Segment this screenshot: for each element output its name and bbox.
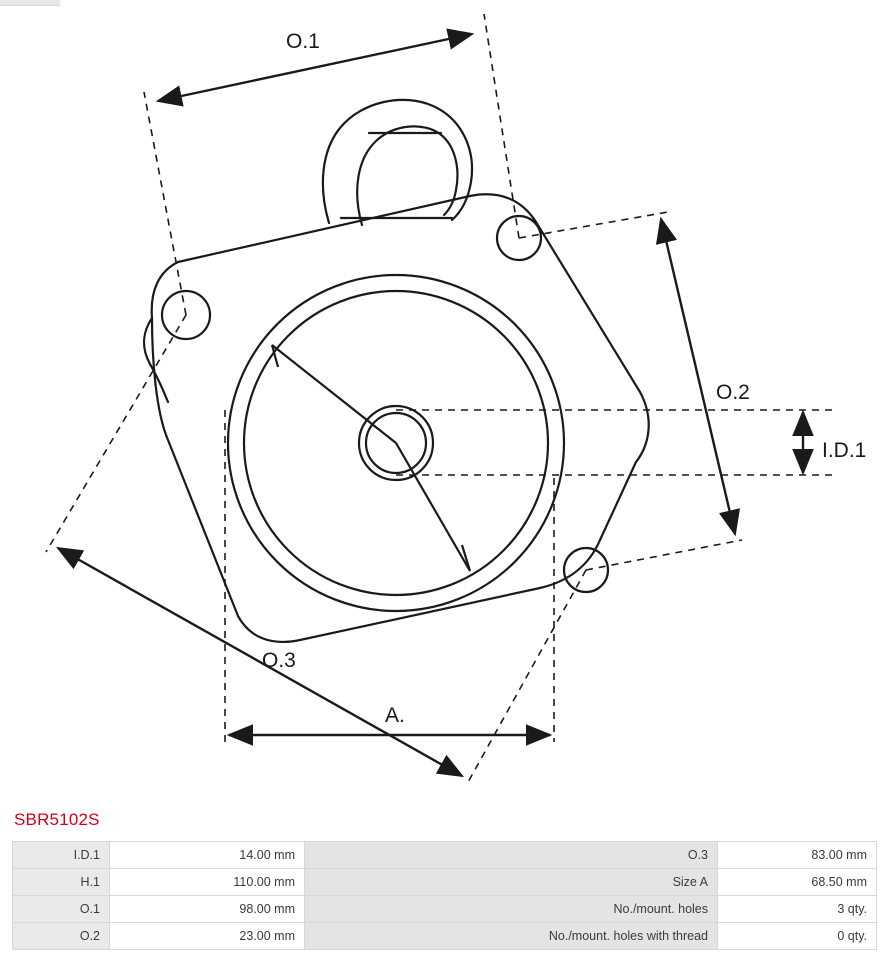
dimension-arrows — [58, 34, 803, 776]
spec-label-left: H.1 — [13, 869, 110, 896]
housing-outline — [144, 100, 649, 642]
spec-label-left: O.1 — [13, 896, 110, 923]
specification-table — [12, 841, 877, 950]
spec-label-left: O.2 — [13, 923, 110, 950]
table-row — [13, 869, 877, 896]
spec-label-left: I.D.1 — [13, 842, 110, 869]
spec-value-right: 3 qty. — [718, 896, 877, 923]
spec-value-left: 98.00 mm — [110, 896, 305, 923]
table-row — [13, 896, 877, 923]
spec-value-right: 0 qty. — [718, 923, 877, 950]
spec-label-right: No./mount. holes with thread — [305, 923, 718, 950]
dimension-label-o3: O.3 — [262, 649, 296, 672]
dimension-label-a: A. — [385, 704, 405, 727]
spec-value-right: 68.50 mm — [718, 869, 877, 896]
mounting-holes — [162, 216, 608, 592]
dimension-arrow-o2 — [661, 219, 735, 534]
dimension-arrow-o3 — [58, 548, 462, 776]
spec-value-left: 14.00 mm — [110, 842, 305, 869]
spec-value-left: 23.00 mm — [110, 923, 305, 950]
spec-label-right: Size A — [305, 869, 718, 896]
spec-value-left: 110.00 mm — [110, 869, 305, 896]
dimension-label-o2: O.2 — [716, 381, 750, 404]
dimension-label-o1: O.1 — [286, 30, 320, 53]
spec-label-right: O.3 — [305, 842, 718, 869]
spec-value-right: 83.00 mm — [718, 842, 877, 869]
part-code: SBR5102S — [14, 810, 100, 829]
table-row — [13, 923, 877, 950]
spec-label-right: No./mount. holes — [305, 896, 718, 923]
dimension-label-id1: I.D.1 — [822, 439, 867, 462]
specification-table-body — [13, 842, 877, 950]
table-row — [13, 842, 877, 869]
